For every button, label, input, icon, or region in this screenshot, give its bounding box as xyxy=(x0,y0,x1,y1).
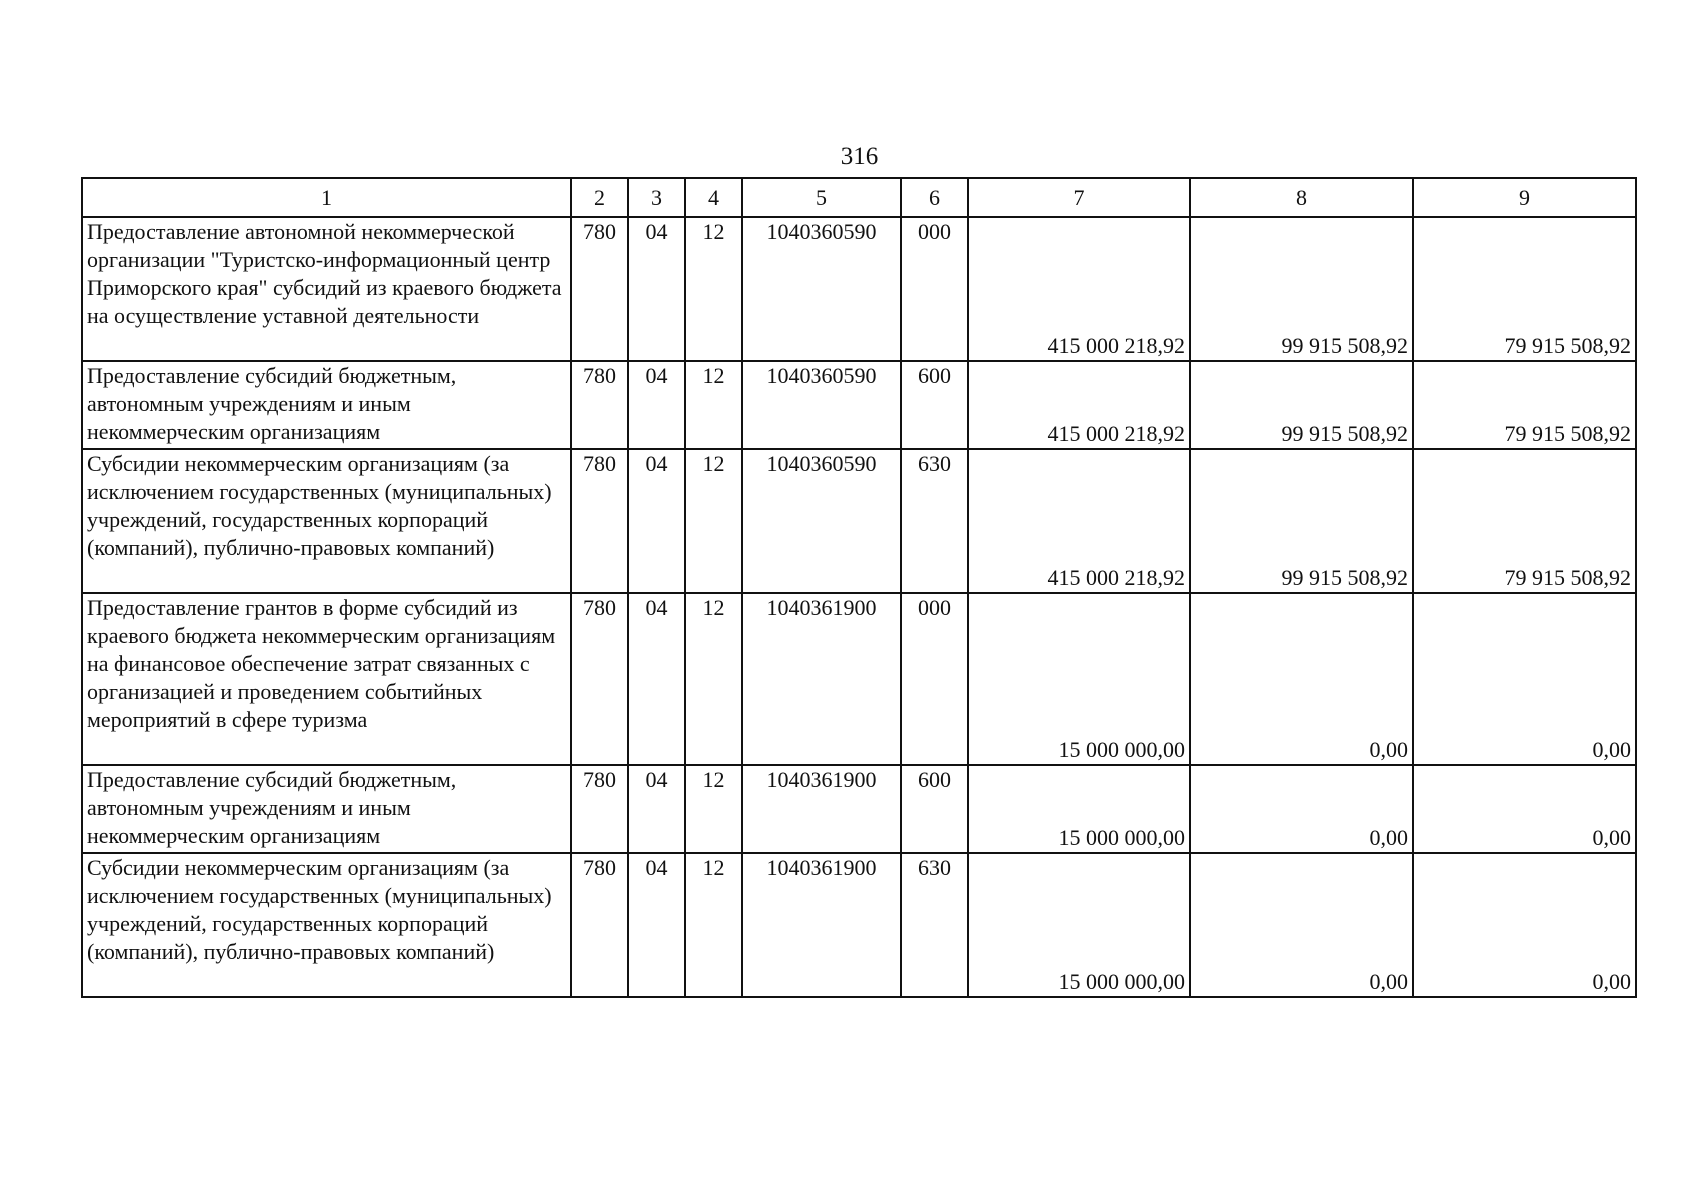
row-name: Предоставление грантов в форме субсидий из краевого бюджета некоммерческим организациям на финансовое обеспечение затрат связанных с организацией и проведением событийных мероприятий в сфере туризма xyxy=(82,593,571,765)
table-row xyxy=(82,593,1636,765)
row-pr-code: 12 xyxy=(685,853,742,997)
row-pr-code: 12 xyxy=(685,361,742,449)
header-cell-8: 8 xyxy=(1190,178,1413,217)
row-rz-code: 04 xyxy=(628,449,685,593)
row-pr-code: 12 xyxy=(685,449,742,593)
row-amount-9: 79 915 508,92 xyxy=(1413,449,1636,593)
row-amount-8: 0,00 xyxy=(1190,593,1413,765)
row-csr-code: 1040361900 xyxy=(742,765,901,853)
header-row xyxy=(82,178,1636,217)
row-csr-code: 1040361900 xyxy=(742,853,901,997)
row-name: Предоставление субсидий бюджетным, автономным учреждениям и иным некоммерческим организациям xyxy=(82,765,571,853)
row-amount-9: 0,00 xyxy=(1413,593,1636,765)
row-amount-8: 99 915 508,92 xyxy=(1190,449,1413,593)
row-vr-code: 000 xyxy=(901,217,968,361)
row-amount-9: 0,00 xyxy=(1413,765,1636,853)
row-vr-code: 630 xyxy=(901,853,968,997)
row-gr-code: 780 xyxy=(571,217,628,361)
row-amount-7: 415 000 218,92 xyxy=(968,217,1190,361)
header-cell-3: 3 xyxy=(628,178,685,217)
row-vr-code: 000 xyxy=(901,593,968,765)
row-amount-9: 79 915 508,92 xyxy=(1413,217,1636,361)
header-cell-2: 2 xyxy=(571,178,628,217)
header-cell-4: 4 xyxy=(685,178,742,217)
table-row xyxy=(82,449,1636,593)
row-amount-8: 99 915 508,92 xyxy=(1190,361,1413,449)
row-csr-code: 1040360590 xyxy=(742,449,901,593)
row-amount-8: 0,00 xyxy=(1190,853,1413,997)
row-name: Субсидии некоммерческим организациям (за исключением государственных (муниципальных) учреждений, государственных корпораций (компаний), публично-правовых компаний) xyxy=(82,853,571,997)
row-amount-7: 415 000 218,92 xyxy=(968,361,1190,449)
row-pr-code: 12 xyxy=(685,217,742,361)
row-csr-code: 1040361900 xyxy=(742,593,901,765)
table-row xyxy=(82,853,1636,997)
row-amount-7: 15 000 000,00 xyxy=(968,853,1190,997)
row-gr-code: 780 xyxy=(571,765,628,853)
row-rz-code: 04 xyxy=(628,361,685,449)
row-vr-code: 630 xyxy=(901,449,968,593)
header-cell-5: 5 xyxy=(742,178,901,217)
row-name: Предоставление субсидий бюджетным, автономным учреждениям и иным некоммерческим организациям xyxy=(82,361,571,449)
header-cell-1: 1 xyxy=(82,178,571,217)
row-amount-9: 79 915 508,92 xyxy=(1413,361,1636,449)
row-rz-code: 04 xyxy=(628,853,685,997)
row-gr-code: 780 xyxy=(571,593,628,765)
header-cell-6: 6 xyxy=(901,178,968,217)
header-cell-7: 7 xyxy=(968,178,1190,217)
budget-table xyxy=(81,177,1637,998)
table-row xyxy=(82,217,1636,361)
row-vr-code: 600 xyxy=(901,361,968,449)
table-row xyxy=(82,361,1636,449)
row-csr-code: 1040360590 xyxy=(742,217,901,361)
table-row xyxy=(82,765,1636,853)
row-pr-code: 12 xyxy=(685,765,742,853)
row-amount-8: 0,00 xyxy=(1190,765,1413,853)
row-vr-code: 600 xyxy=(901,765,968,853)
row-amount-7: 15 000 000,00 xyxy=(968,765,1190,853)
row-csr-code: 1040360590 xyxy=(742,361,901,449)
row-gr-code: 780 xyxy=(571,449,628,593)
row-amount-7: 15 000 000,00 xyxy=(968,593,1190,765)
page-number: 316 xyxy=(840,143,879,170)
row-name: Субсидии некоммерческим организациям (за исключением государственных (муниципальных) учреждений, государственных корпораций (компаний), публично-правовых компаний) xyxy=(82,449,571,593)
row-amount-8: 99 915 508,92 xyxy=(1190,217,1413,361)
row-name: Предоставление автономной некоммерческой организации "Туристско-информационный центр Приморского края" субсидий из краевого бюджета на осуществление уставной деятельности xyxy=(82,217,571,361)
row-gr-code: 780 xyxy=(571,361,628,449)
row-amount-9: 0,00 xyxy=(1413,853,1636,997)
row-pr-code: 12 xyxy=(685,593,742,765)
row-rz-code: 04 xyxy=(628,593,685,765)
header-cell-9: 9 xyxy=(1413,178,1636,217)
row-rz-code: 04 xyxy=(628,217,685,361)
row-rz-code: 04 xyxy=(628,765,685,853)
row-amount-7: 415 000 218,92 xyxy=(968,449,1190,593)
row-gr-code: 780 xyxy=(571,853,628,997)
